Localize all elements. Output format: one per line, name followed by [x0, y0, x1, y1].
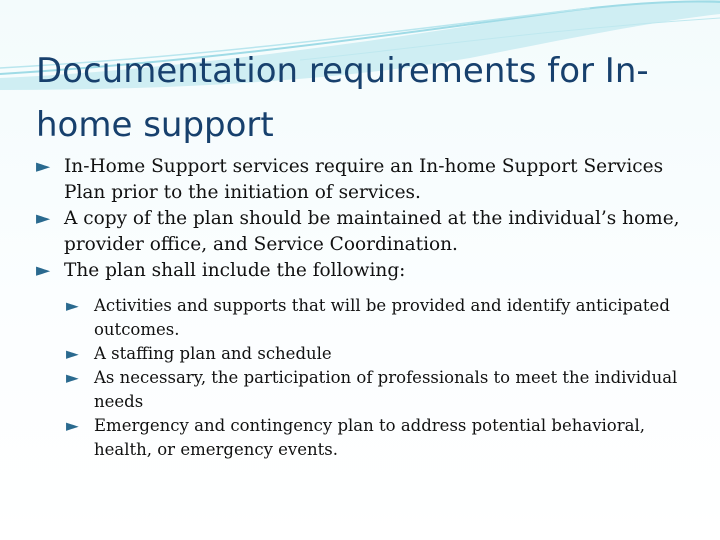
arrow-bullet-icon: ►: [36, 260, 51, 281]
bullet-text: The plan shall include the following:: [64, 260, 406, 281]
sub-bullet-item: [36, 342, 696, 366]
arrow-bullet-icon: ►: [66, 368, 79, 387]
bullet-text: A copy of the plan should be maintained at the individual’s home, provider office, and Service Coordination.: [64, 208, 680, 255]
bullet-item: [36, 206, 696, 258]
sub-bullet-text: A staffing plan and schedule: [94, 344, 332, 363]
bullet-item: [36, 258, 696, 284]
bullet-list: [36, 154, 696, 462]
sub-bullet-text: As necessary, the participation of professionals to meet the individual needs: [94, 368, 678, 411]
sub-bullet-item: [36, 366, 696, 414]
arrow-bullet-icon: ►: [66, 344, 79, 363]
arrow-bullet-icon: ►: [66, 296, 79, 315]
sub-bullet-item: [36, 294, 696, 342]
sub-bullet-item: [36, 414, 696, 462]
bullet-item: [36, 154, 696, 206]
bullet-text: In-Home Support services require an In-home Support Services Plan prior to the initiation of services.: [64, 156, 664, 203]
sub-bullet-text: Emergency and contingency plan to address potential behavioral, health, or emergency events.: [94, 416, 645, 459]
arrow-bullet-icon: ►: [66, 416, 79, 435]
arrow-bullet-icon: ►: [36, 208, 51, 229]
arrow-bullet-icon: ►: [36, 156, 51, 177]
sub-bullet-text: Activities and supports that will be provided and identify anticipated outcomes.: [94, 296, 670, 339]
slide-title: Documentation requirements for In-home support: [36, 51, 649, 145]
